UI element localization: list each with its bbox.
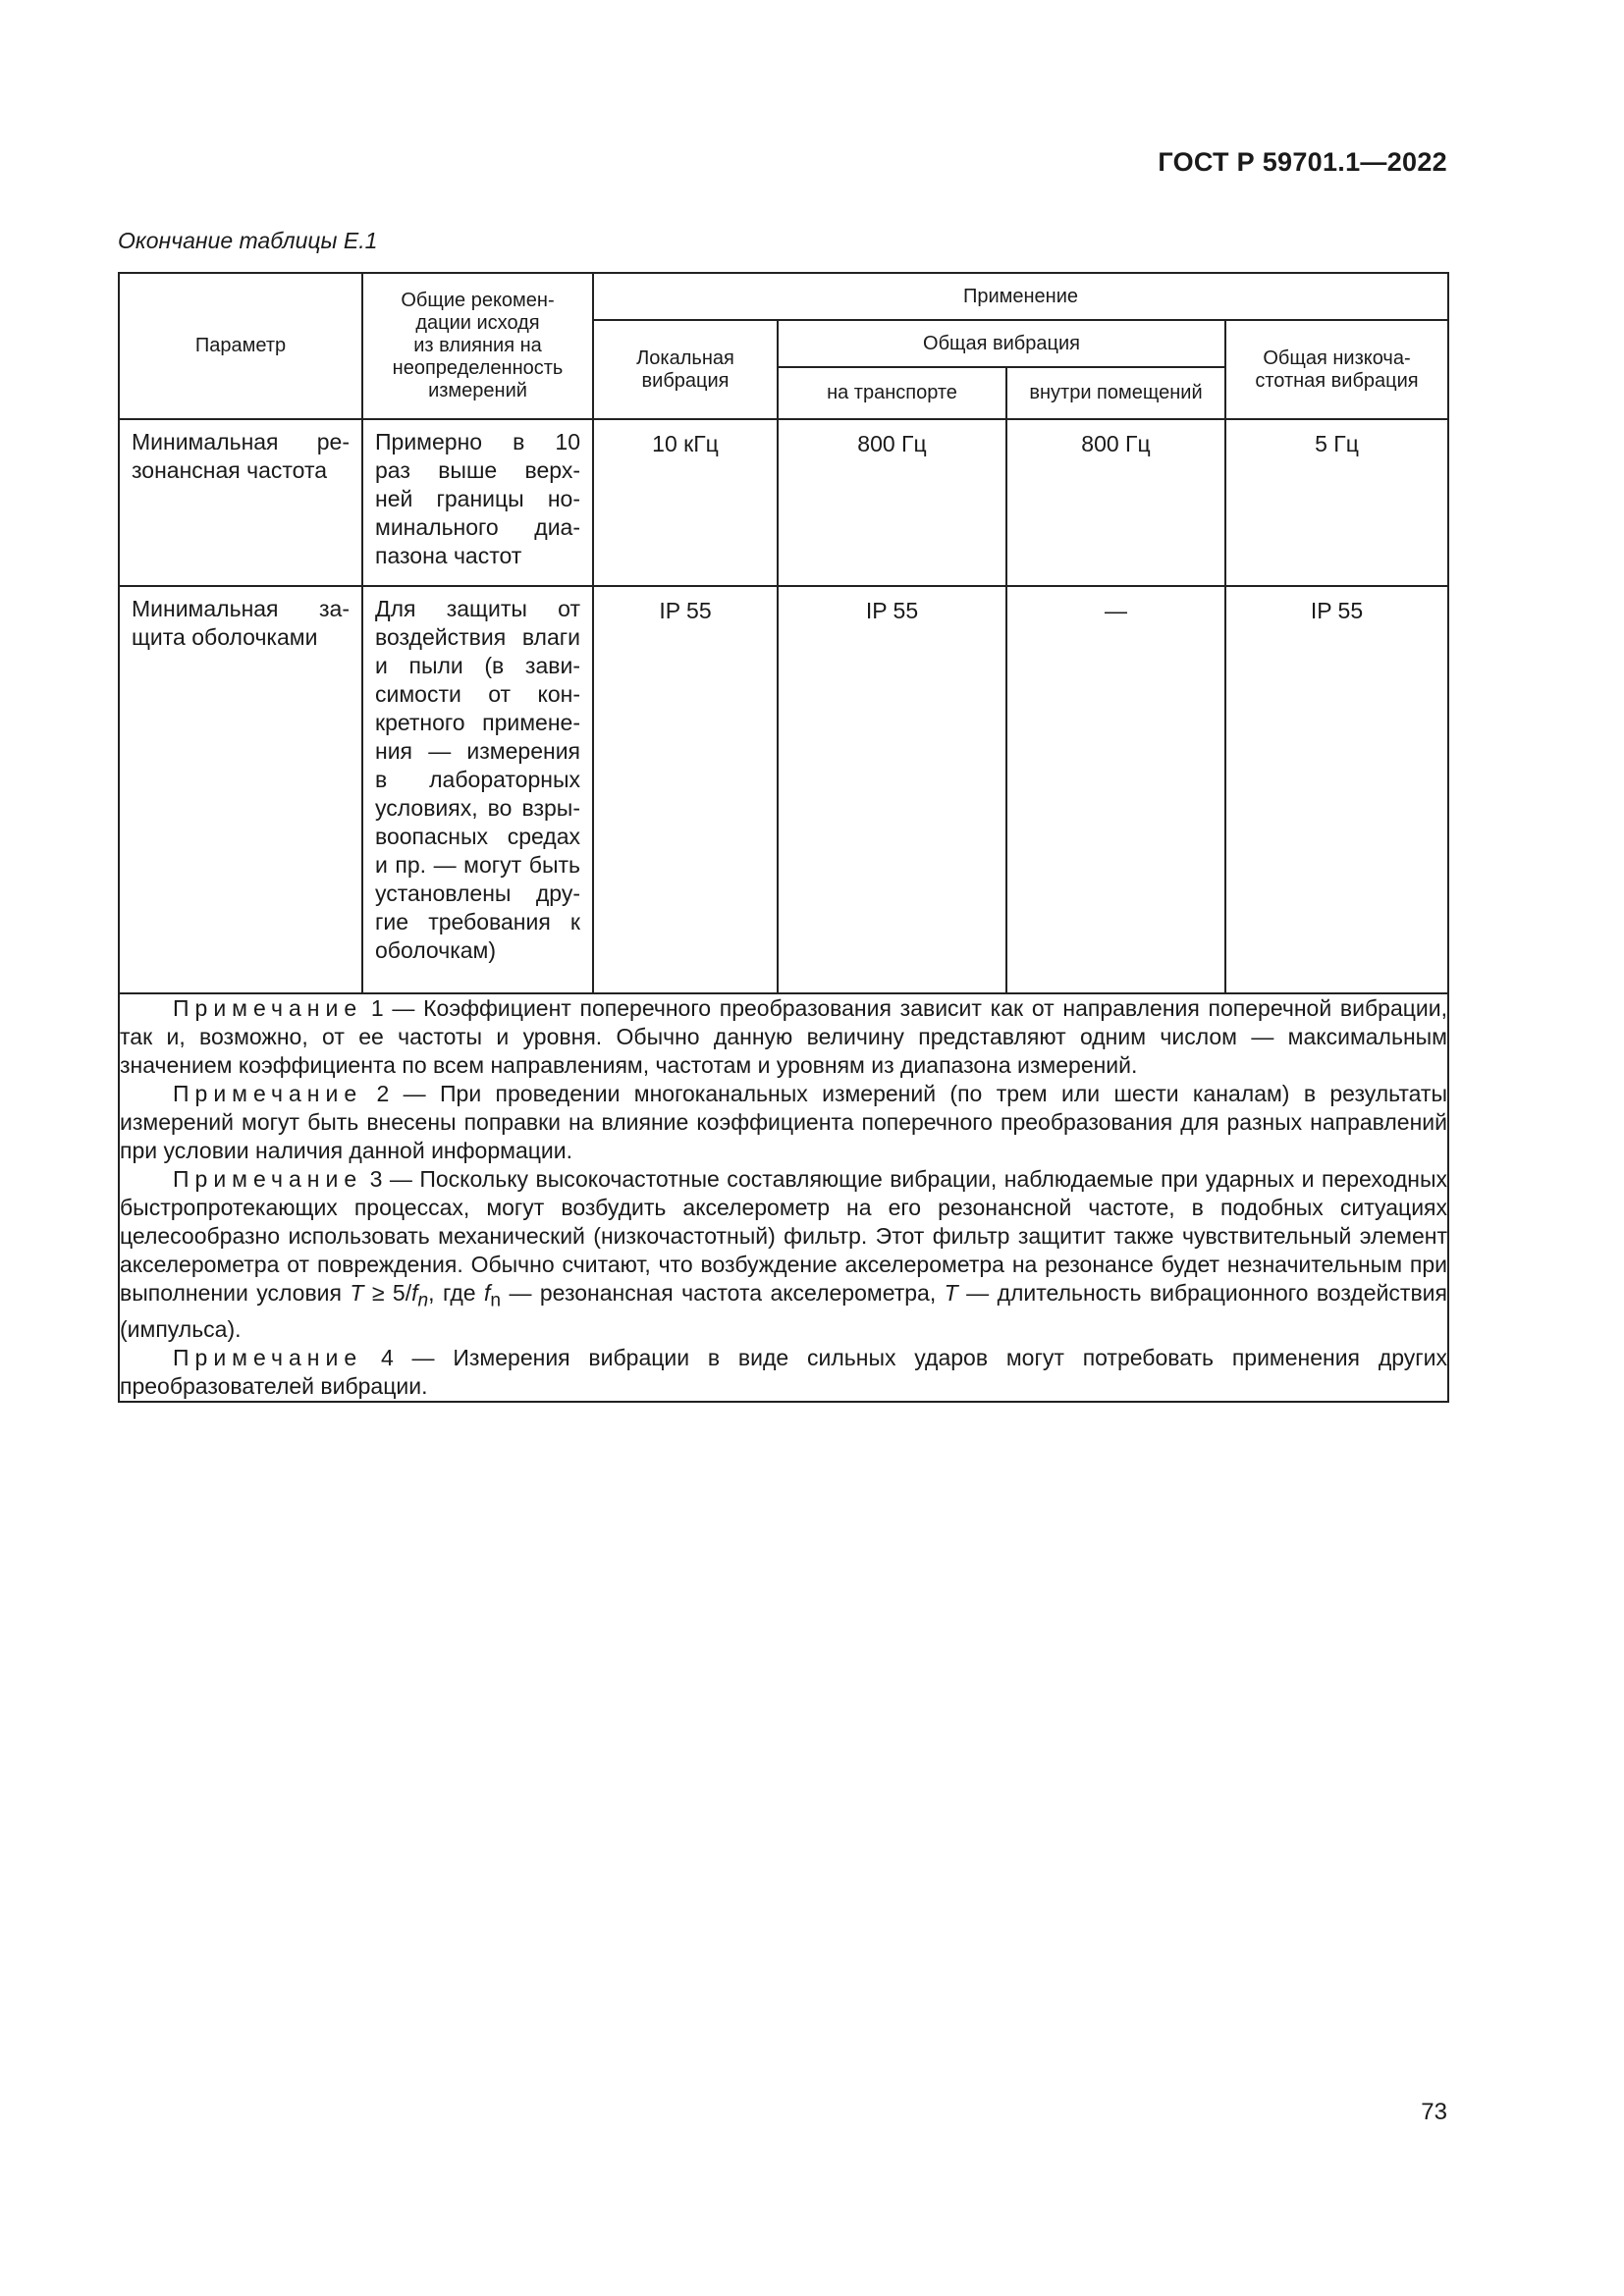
note-4 [120,1344,1447,1401]
text-line: минального диа- [375,514,580,540]
symbol-f: f [411,1280,418,1306]
text-line: раз выше верх- [375,457,580,483]
note-text: 4 — Измерения вибрации в виде сильных ударов могут потребовать применения других преобразователей вибрации. [120,1344,1448,1399]
indoors-value: — [1006,586,1225,993]
note-1 [120,994,1447,1080]
low-frequency-value: 5 Гц [1225,419,1448,586]
subscript-n: n [417,1290,429,1311]
subscript-n: n [490,1290,502,1311]
header-application: Применение [593,273,1448,320]
param-cell [119,419,362,586]
header-transport: на транспорте [778,367,1006,419]
header-param: Параметр [119,273,362,419]
note-label: Примечание [173,1081,363,1106]
header-general-vibration: Общая вибрация [778,320,1225,367]
note-label: Примечание [173,1166,363,1192]
text-line: воздействия влаги [375,624,580,650]
symbol-T: T [350,1280,364,1306]
table-caption: Окончание таблицы Е.1 [118,228,378,253]
note-text: ≥ 5/ [363,1280,412,1306]
text-line: Минимальная за- [132,596,350,621]
transport-value: IP 55 [778,586,1006,993]
note-2 [120,1080,1447,1165]
header-general-recommendations: Общие рекомен- дации исходя из влияния на неопределенность измерений [362,273,593,419]
text-line: зонансная частота [132,457,328,483]
text-line: Минимальная ре- [132,429,350,454]
header-low-frequency: Общая низкоча- стотная вибрация [1225,320,1448,419]
text-line: установлены дру- [375,881,580,906]
document-code: ГОСТ Р 59701.1—2022 [1158,147,1447,177]
text-line: Примерно в 10 [375,429,580,454]
page-number: 73 [1421,2099,1447,2125]
text-line: и пыли (в зави- [375,653,580,678]
text-line: кретного примене- [375,710,580,735]
indoors-value: 800 Гц [1006,419,1225,586]
note-text: — длительность вибрационного воздействия (импульса). [120,1280,1447,1342]
note-text: , где [428,1280,484,1306]
symbol-f: f [483,1280,491,1306]
note-text: 3 — Поскольку высокочастотные составляющие вибрации, наблюдаемые при ударных и переходных быстропротекающих процессах, могут возбудить акселерометр на его резонансной частоте, в подобных ситуациях целесообразно использовать механический (низкочастотный) фильтр. Этот фильтр защитит также чувствительный элемент акселерометра от повреждения. Обычно считают, что возбуждение акселерометра на резонансе будет незначительным при выполнении условия [120,1166,1448,1306]
param-cell [119,586,362,993]
text-line: щита оболочками [132,624,318,650]
local-value: 10 кГц [593,419,778,586]
table-row [119,586,1448,993]
text-line: Для защиты от [375,596,580,621]
text-line: и пр. — могут быть [375,852,580,878]
text-line: оболочкам) [375,937,497,963]
text-line: ния — измерения [375,738,580,764]
note-label: Примечание [173,1344,363,1370]
note-label: Примечание [173,995,363,1021]
text-line: воопасных средах [375,824,580,849]
transport-value: 800 Гц [778,419,1006,586]
text-line: условиях, во взры- [375,795,580,821]
notes-row [119,993,1448,1402]
text-line: гие требования к [375,909,580,934]
text-line: ней границы но- [375,486,580,511]
recommendation-cell [362,419,593,586]
notes-cell [119,993,1448,1402]
text-line: в лабораторных [375,767,580,792]
header-local-vibration: Локальная вибрация [593,320,778,419]
header-indoors: внутри помещений [1006,367,1225,419]
note-text: 2 — При проведении многоканальных измерений (по трем или шести каналам) в результаты измерений могут быть внесены поправки на влияние коэффициента поперечного преобразования для разных направлений при условии наличия данной информации. [120,1081,1447,1163]
table-row [119,419,1448,586]
note-text: 1 — Коэффициент поперечного преобразования зависит как от направления поперечной вибрации, так и, возможно, от ее частоты и уровня. Обычно данную величину представляют одним числом — максимальным значением коэффициента по всем направлениям, частотам и уровням из диапазона измерений. [120,995,1448,1078]
text-line: пазона частот [375,543,522,568]
note-3 [120,1165,1447,1344]
low-frequency-value: IP 55 [1225,586,1448,993]
text-line: симости от кон- [375,681,580,707]
specs-table [118,272,1449,1403]
recommendation-cell [362,586,593,993]
note-text: — резонансная частота акселерометра, [501,1280,945,1306]
symbol-T: T [944,1280,958,1306]
local-value: IP 55 [593,586,778,993]
